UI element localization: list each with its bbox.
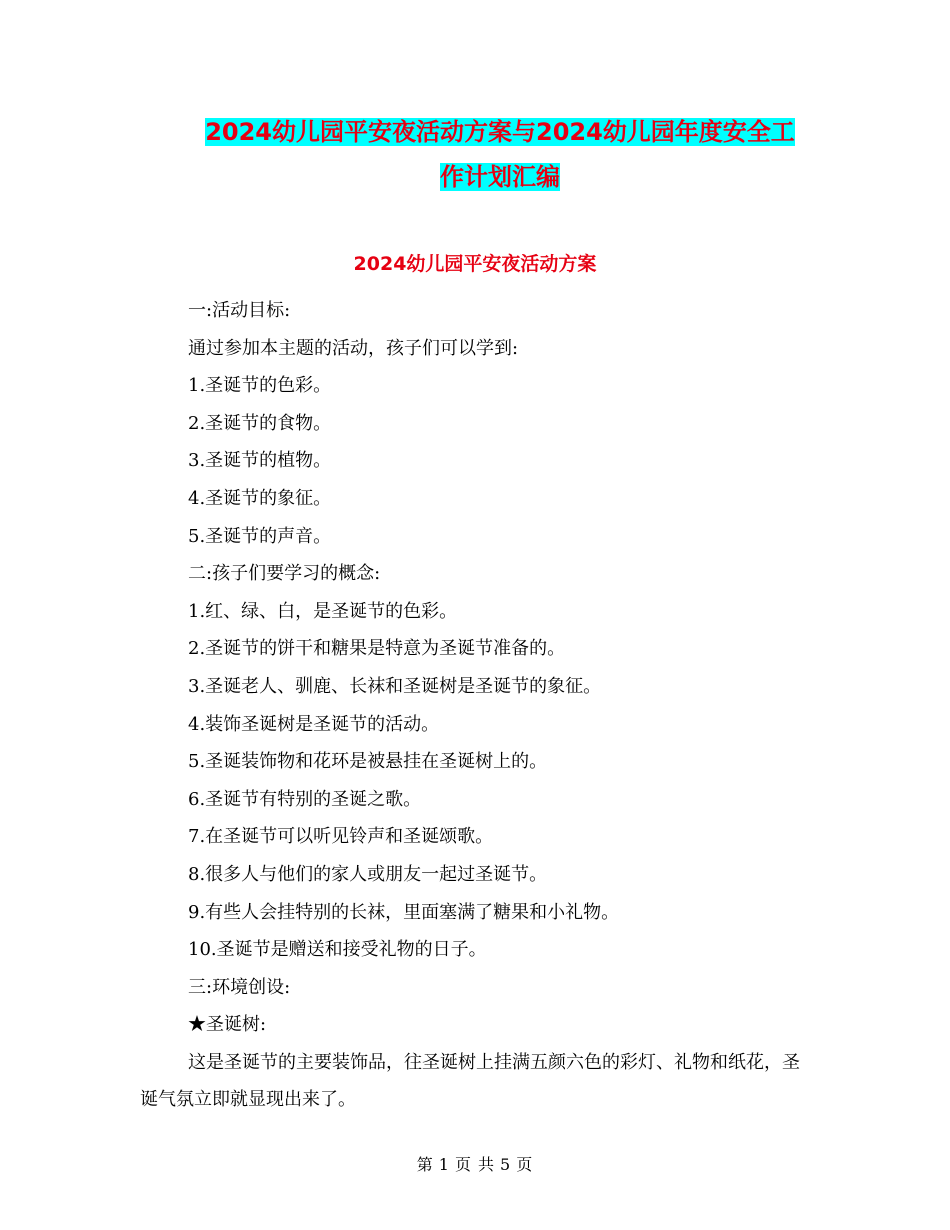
list-item: 2.圣诞节的食物。 xyxy=(188,412,332,434)
list-item: 4.装饰圣诞树是圣诞节的活动。 xyxy=(188,713,440,735)
list-item: 4.圣诞节的象征。 xyxy=(188,487,332,509)
footer-page-number: 1 xyxy=(438,1155,450,1174)
list-item: 3.圣诞节的植物。 xyxy=(188,450,332,472)
footer-suffix: 页 xyxy=(516,1155,534,1174)
footer-middle: 页 共 xyxy=(454,1155,496,1174)
list-item: 3.圣诞老人、驯鹿、长袜和圣诞树是圣诞节的象征。 xyxy=(188,675,602,697)
footer-total-pages: 5 xyxy=(500,1155,512,1174)
section-title: 2024幼儿园平安夜活动方案 xyxy=(353,253,597,275)
document-title-line1: 2024幼儿园平安夜活动方案与2024幼儿园年度安全工 xyxy=(205,118,795,146)
list-item: 2.圣诞节的饼干和糖果是特意为圣诞节准备的。 xyxy=(188,638,566,660)
heading-activity-goals: 一:活动目标: xyxy=(188,300,291,321)
document-title-line2: 作计划汇编 xyxy=(440,163,560,191)
list-item: 9.有些人会挂特别的长袜，里面塞满了糖果和小礼物。 xyxy=(188,901,620,923)
list-item: 5.圣诞装饰物和花环是被悬挂在圣诞树上的。 xyxy=(188,751,548,773)
heading-environment: 三:环境创设: xyxy=(188,976,291,998)
body-line: 通过参加本主题的活动，孩子们可以学到: xyxy=(188,337,519,359)
list-item: 6.圣诞节有特别的圣诞之歌。 xyxy=(188,788,422,810)
list-item: 5.圣诞节的声音。 xyxy=(188,525,332,547)
page-footer xyxy=(0,1152,950,1175)
document-body xyxy=(140,292,820,1119)
list-item: 7.在圣诞节可以听见铃声和圣诞颂歌。 xyxy=(188,826,494,848)
body-paragraph: 这是圣诞节的主要装饰品，往圣诞树上挂满五颜六色的彩灯、礼物和纸花，圣诞气氛立即就显现出来了。 xyxy=(140,1051,800,1111)
subheading-christmas-tree: ★圣诞树: xyxy=(188,1014,267,1036)
list-item: 8.很多人与他们的家人或朋友一起过圣诞节。 xyxy=(188,863,548,885)
document-title xyxy=(140,110,860,200)
list-item: 1.红、绿、白，是圣诞节的色彩。 xyxy=(188,600,458,622)
heading-concepts: 二:孩子们要学习的概念: xyxy=(188,563,381,585)
list-item: 10.圣诞节是赠送和接受礼物的日子。 xyxy=(188,939,487,961)
footer-prefix: 第 xyxy=(416,1155,434,1174)
list-item: 1.圣诞节的色彩。 xyxy=(188,375,332,397)
